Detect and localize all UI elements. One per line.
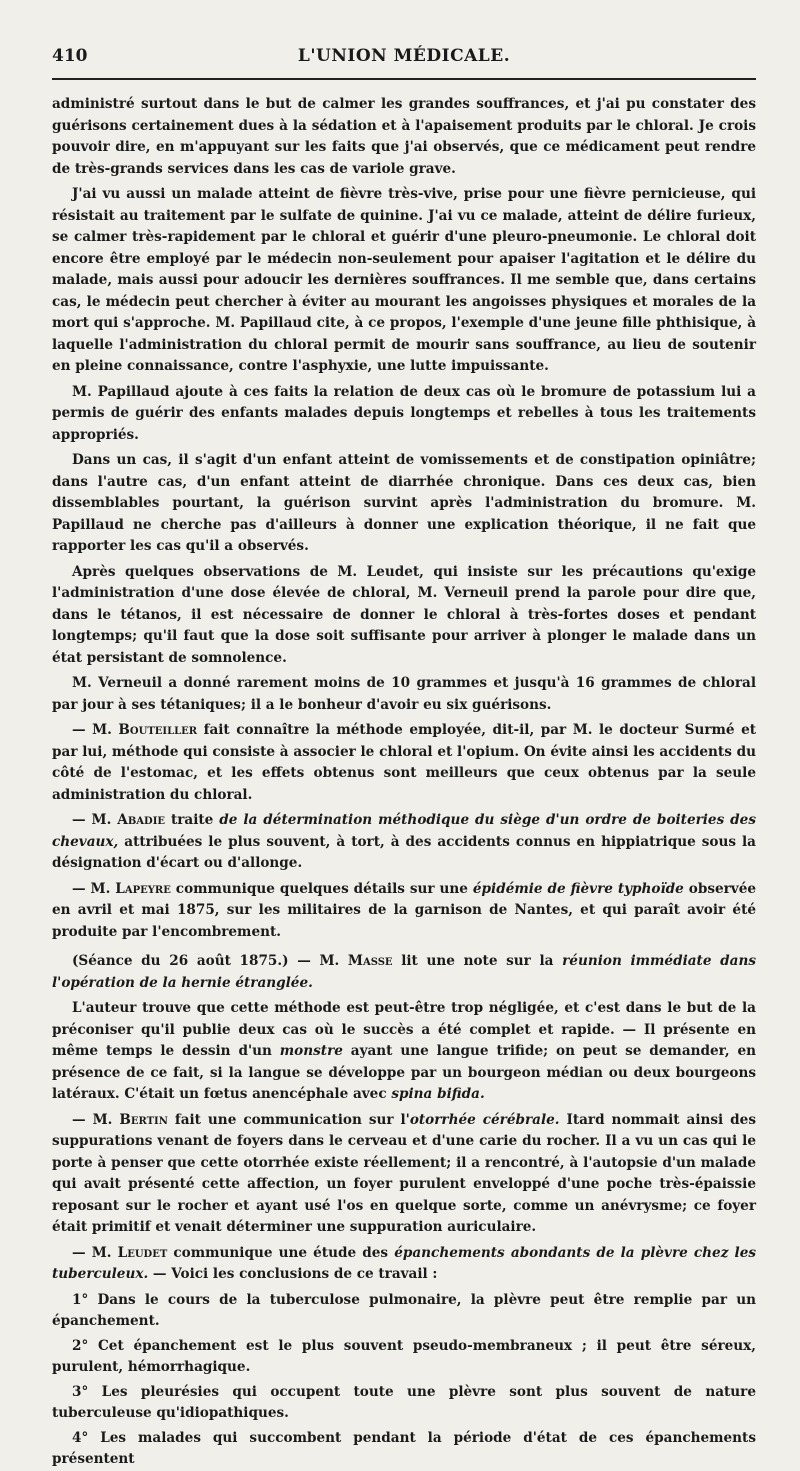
italic-title: otorrhée cérébrale. [409,1111,560,1128]
paragraph: Après quelques observations de M. Leudet, qui insiste sur les précautions qu'exige l'administration d'une dose élevée de chloral, M. Verneuil prend la parole pour dire que, dans le tétanos, il est nécessaire de donner le chloral à très-fortes doses et pendant longtemps; qu'il faut que la dose soit suffisante pour arriver à plonger le malade dans un état persistant de somnolence. [52,563,756,666]
author-name: Bouteiller [118,722,198,738]
italic-title: réunion immédiate dans l'opération de la hernie étranglée. [52,953,757,991]
paragraph-text: traite [165,812,220,828]
session-date: (Séance du 26 août 1875.) — M. [72,953,348,969]
italic-term: spina bifida. [391,1086,485,1102]
italic-title: épanchements abondants de la plèvre chez les tuberculeux. [52,1244,757,1282]
italic-title: épidémie de fièvre typhoïde [472,880,684,897]
paragraph-text: communique une étude des [167,1244,395,1261]
page-number: 410 [52,46,88,66]
paragraph-text: Itard nommait ainsi des suppurations venant de foyers dans le cerveau et d'une carie du rocher. Il a vu un cas qui le porte à penser que cette otorrhée existe réellement; il a rencontré, à l'autopsie d'un malade qui avait présenté cette affection, un foyer purulent enveloppé d'une poche très-épaissie reposant sur le rocher et ayant usé l'os en quelque sorte, comme un anévrysme; ce foyer était primitif et venait déterminer une suppuration auriculaire. [52,1111,756,1235]
author-name: Lapeyre [115,880,171,897]
paragraph: administré surtout dans le but de calmer les grandes souffrances, et j'ai pu constater des guérisons certainement dues à la sédation et à l'apaisement produits par le chloral. Je crois pouvoir dire, en m'appuyant sur les faits que j'ai observés, que ce médicament peut rendre de très-grands services dans les cas de variole grave. [52,96,756,177]
conclusion-item: 1° Dans le cours de la tuberculose pulmonaire, la plèvre peut être remplie par un épanchement. [52,1291,756,1329]
paragraph-lapeyre [52,879,756,944]
paragraph-bouteiller [52,720,756,806]
dash-lead: — M. [72,812,118,828]
dash-lead: — M. [72,722,119,738]
conclusion-item: 4° Les malades qui succombent pendant la période d'état de ces épanchements présentent [52,1429,756,1467]
paragraph: J'ai vu aussi un malade atteint de fièvre très-vive, prise pour une fièvre pernicieuse, qui résistait au traitement par le sulfate de quinine. J'ai vu ce malade, atteint de délire furieux, se calmer très-rapidement par le chloral et guérir d'une pleuro-pneumonie. Le chloral doit encore être employé par le médecin non-seulement pour apaiser l'agitation et le délire du malade, mais aussi pour adoucir les dernières souffrances. Il me semble que, dans certains cas, le médecin peut chercher à éviter au mourant les angoisses physiques et morales de la mort qui s'approche. M. Papillaud cite, à ce propos, l'exemple d'une jeune fille phthisique, à laquelle l'administration du chloral permit de mourir sans souffrance, au lieu de soutenir en pleine connaissance, contre l'asphyxie, une lutte impuissante. [52,186,756,374]
paragraph-text: ayant une langue trifide; on peut se demander, en présence de ce fait, si la langue se développe par un bourgeon médian ou deux bourgeons latéraux. C'était un fœtus anencéphale avec [52,1043,756,1102]
paragraph [52,998,756,1106]
paragraph-bertin [52,1110,756,1239]
dash-lead: — M. [72,1244,118,1261]
author-name: Leudet [117,1244,168,1261]
paragraph: M. Verneuil a donné rarement moins de 10 grammes et jusqu'à 16 grammes de chloral par jour à ses tétaniques; il a le bonheur d'avoir eu six guérisons. [52,675,756,713]
paragraph-text: — Voici les conclusions de ce travail : [148,1266,438,1282]
author-name: Bertin [119,1111,168,1128]
author-name: Masse [347,953,393,969]
dash-lead: — M. [72,880,116,897]
paragraph-text: observée en avril et mai 1875, sur les militaires de la garnison de Nantes, et qui paraît avoir été produite par l'encombrement. [52,880,757,940]
author-name: Abadie [117,812,166,828]
conclusion-item: 3° Les pleurésies qui occupent toute une plèvre sont plus souvent de nature tuberculeuse qu'idiopathiques. [52,1383,756,1421]
paragraph-text: lit une note sur la [392,953,563,969]
italic-term: monstre [279,1043,343,1059]
paragraph: Dans un cas, il s'agit d'un enfant atteint de vomissements et de constipation opiniâtre; dans l'autre cas, d'un enfant atteint de diarrhée chronique. Dans ces deux cas, bien dissemblables pourtant, la guérison survint après l'administration du bromure. M. Papillaud ne cherche pas d'ailleurs à donner une explication théorique, il ne fait que rapporter les cas qu'il a observés. [52,452,756,554]
paragraph-text: fait une communication sur l' [167,1111,410,1128]
header-rule [52,78,756,80]
paragraph-leudet [52,1243,756,1286]
paragraph-text: communique quelques détails sur une [170,880,473,897]
running-head: L'UNION MÉDICALE. [297,46,511,66]
paragraph-text: attribuées le plus souvent, à tort, à des accidents connus en hippiatrique sous la désignation d'écart ou d'allonge. [52,833,756,871]
article-body [52,94,756,1471]
italic-title: de la détermination méthodique du siège d'un ordre de boiteries des chevaux, [52,812,756,850]
page-header [52,46,756,72]
paragraph-text: fait connaître la méthode employée, dit-il, par M. le docteur Surmé et par lui, méthode qui consiste à associer le chloral et l'opium. On évite ainsi les accidents du côté de l'estomac, et les effets obtenus sont meilleurs que ceux obtenus par la seule administration du chloral. [52,722,756,803]
paragraph-text: L'auteur trouve que cette méthode est peut-être trop négligée, et c'est dans le but de la préconiser qu'il publie deux cas où le succès a été complet et rapide. — Il présente en même temps le dessin d'un [52,1000,756,1059]
paragraph-abadie [52,810,756,875]
conclusions-list [52,1290,756,1471]
conclusion-item: 2° Cet épanchement est le plus souvent pseudo-membraneux ; il peut être séreux, purulent, hémorrhagique. [52,1337,756,1375]
paragraph-seance [52,951,756,994]
dash-lead: — M. [72,1111,120,1128]
paragraph: M. Papillaud ajoute à ces faits la relation de deux cas où le bromure de potassium lui a permis de guérir des enfants malades depuis longtemps et rebelles à tous les traitements appropriés. [52,383,756,443]
